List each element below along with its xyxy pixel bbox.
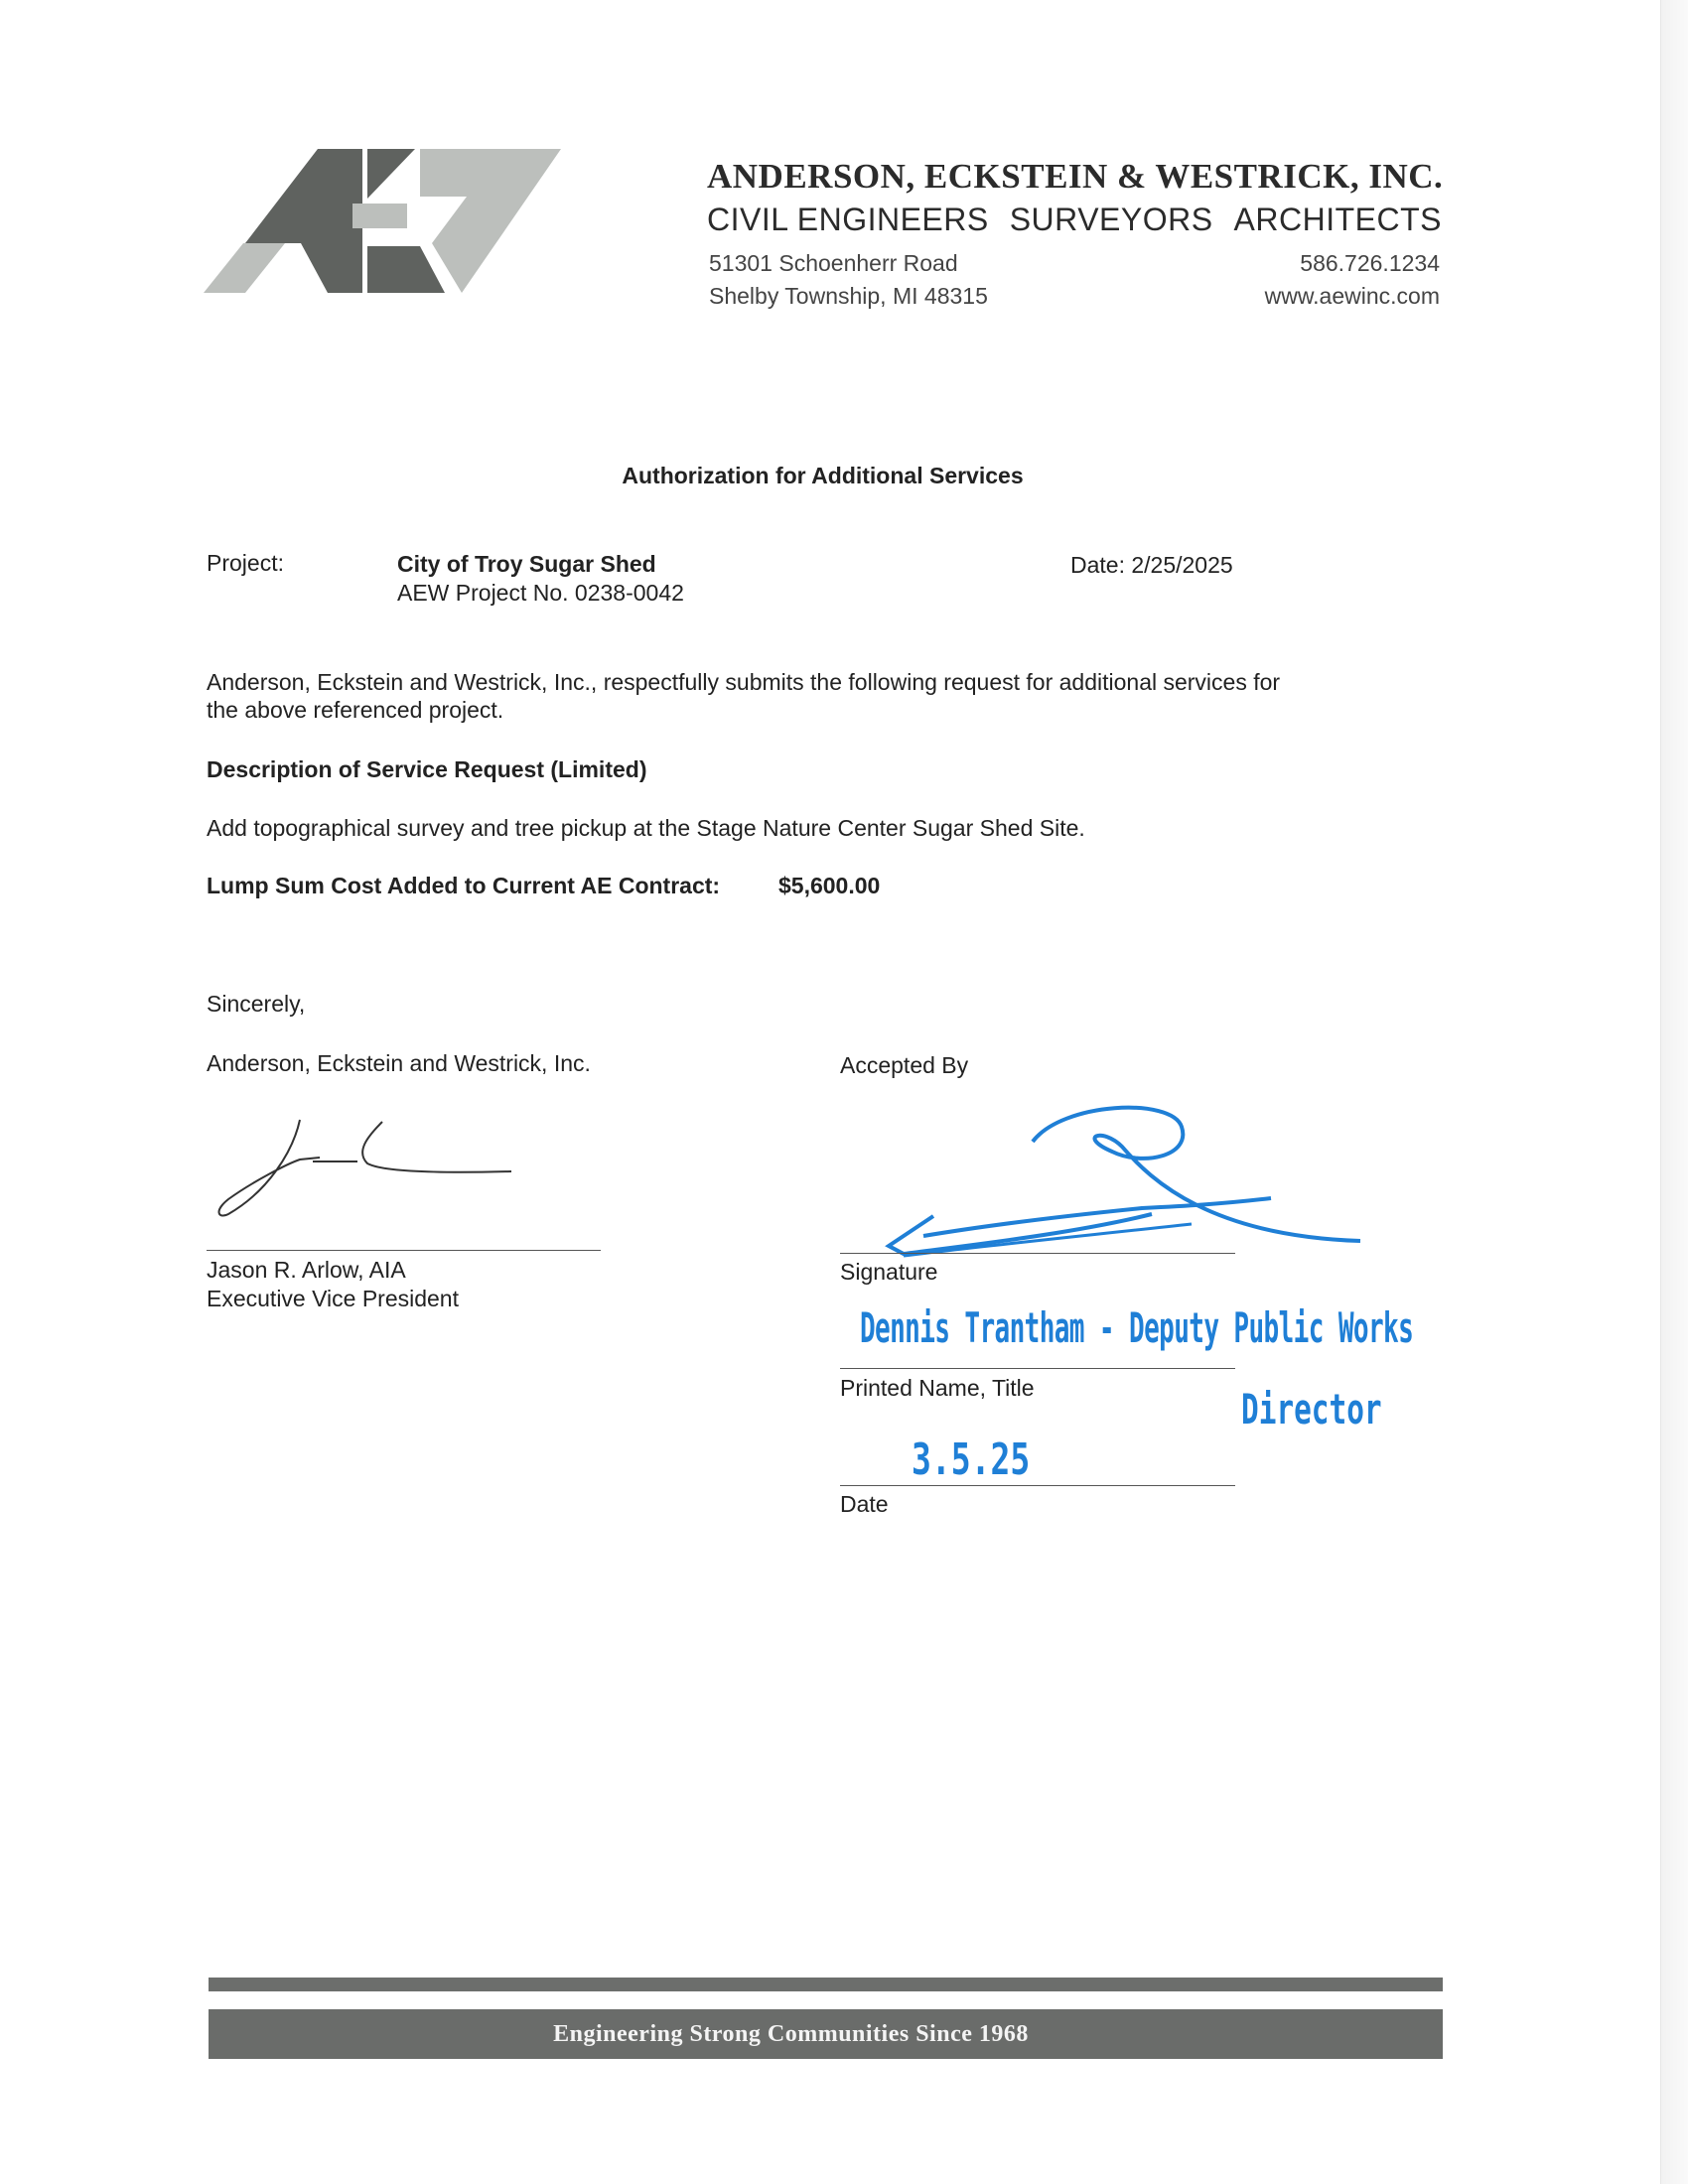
phone: 586.726.1234: [1300, 250, 1440, 276]
printed-name-label: Printed Name, Title: [840, 1375, 1035, 1401]
sincerely: Sincerely,: [207, 991, 306, 1017]
intro-line2: the above referenced project.: [207, 697, 504, 723]
document-title: Authorization for Additional Services: [622, 463, 1024, 488]
discipline-civil-engineers: CIVIL ENGINEERS: [707, 202, 989, 237]
footer-rule: [209, 1978, 1443, 1991]
project-label: Project:: [207, 550, 284, 576]
handwritten-name-title: Dennis Trantham - Deputy Public Works: [860, 1303, 1414, 1352]
description-heading: Description of Service Request (Limited): [207, 756, 647, 782]
website: www.aewinc.com: [1264, 283, 1440, 309]
project-name: City of Troy Sugar Shed: [397, 551, 656, 577]
signer-title: Executive Vice President: [207, 1286, 459, 1311]
address-line2: Shelby Township, MI 48315: [709, 283, 988, 309]
signature-line: [840, 1253, 1235, 1254]
accepted-by-label: Accepted By: [840, 1052, 969, 1078]
address-line1: 51301 Schoenherr Road: [709, 250, 958, 276]
aew-logo: [204, 149, 561, 298]
handwritten-title-director: Director: [1241, 1385, 1382, 1433]
date-line: [840, 1485, 1235, 1486]
scan-edge: [1660, 0, 1688, 2184]
discipline-surveyors: SURVEYORS: [1009, 202, 1213, 237]
signer-signature-line: [207, 1250, 601, 1251]
signature-label: Signature: [840, 1259, 938, 1285]
project-number: AEW Project No. 0238-0042: [397, 580, 684, 606]
footer-tagline: Engineering Strong Communities Since 1968: [553, 2020, 1029, 2047]
signoff-company: Anderson, Eckstein and Westrick, Inc.: [207, 1050, 591, 1076]
footer-bar: [209, 2009, 1443, 2059]
cost-label: Lump Sum Cost Added to Current AE Contract:: [207, 873, 721, 898]
date-label: Date: [840, 1491, 889, 1517]
signer-name: Jason R. Arlow, AIA: [207, 1257, 406, 1283]
disciplines: [707, 202, 1442, 238]
project-date: Date: 2/25/2025: [1070, 552, 1233, 578]
company-name: ANDERSON, ECKSTEIN & WESTRICK, INC.: [707, 157, 1444, 196]
signer-signature: [209, 1112, 526, 1221]
printed-name-line: [840, 1368, 1235, 1369]
cost-value: $5,600.00: [778, 873, 881, 898]
discipline-architects: ARCHITECTS: [1233, 202, 1442, 237]
intro-line1: Anderson, Eckstein and Westrick, Inc., respectfully submits the following request for additional services for: [207, 669, 1281, 695]
accepted-signature: [864, 1097, 1370, 1266]
handwritten-date: 3.5.25: [912, 1434, 1031, 1485]
description-text: Add topographical survey and tree pickup at the Stage Nature Center Sugar Shed Site.: [207, 815, 1085, 841]
